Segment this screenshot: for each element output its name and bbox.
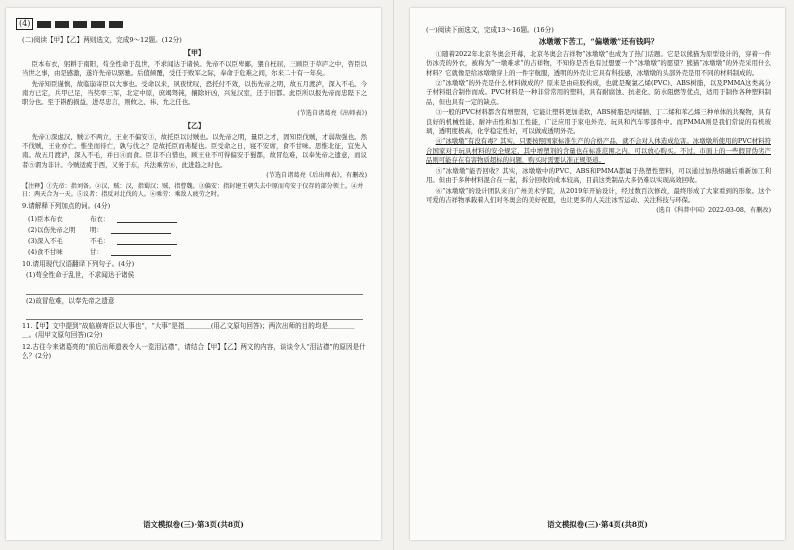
page-tag: (4) bbox=[16, 18, 33, 30]
left-page bbox=[6, 8, 381, 540]
page-footer: 语文模拟卷(三)·第4页(共8页) bbox=[547, 520, 648, 529]
header-block bbox=[109, 21, 123, 28]
question-11: 11.【甲】文中提到“故临崩寄臣以大事也”，“大事”是指＿＿＿＿(用乙文原句回答)；两次出师的目的均是＿＿＿＿＿。(用甲文原句回答)(2分) bbox=[22, 321, 355, 340]
page-fold bbox=[393, 0, 394, 550]
article-paragraph: ②“冰墩墩”的外壳是什么材料做成的？原来是由硅胶构成，也就是聚氯乙烯(PVC)、ABS树脂，以及PMMA这类高分子材料组合制作而成。PVC材料是一种非常常用的塑料，具有耐腐蚀、抗老化、防水阻燃等优点，适用于制作各种塑料制品，但也具有一定的缺点。 bbox=[426, 79, 771, 106]
header-block bbox=[37, 21, 51, 28]
q9-item: (1)臣本布衣 布衣： bbox=[22, 214, 367, 225]
q9-item: (4)食不甘味 甘： bbox=[22, 247, 367, 258]
article-paragraph: ①随着2022年北京冬奥会开幕，北京冬奥会吉祥物“冰墩墩”也成为了热门话题。它是以熊猫为原型设计的，穿着一件仿冰壳的外衣，被称为“一墩难求”的吉祥物，不知你是否也有过想要一个“冰墩墩”的愿望？熊猫“冰墩墩”的外壳采用什么材料？它就像是给冰墩墩穿上的一件宇航服，透明的外壳让它具有科技感，冰墩墩的头部外壳是用不同的材料制成的。 bbox=[426, 49, 771, 77]
right-page bbox=[410, 8, 785, 540]
article-source: (选自《科普中国》2022-03-08，有删改) bbox=[656, 207, 771, 215]
q9-item: (2)以伤先帝之明 明： bbox=[22, 225, 367, 236]
article-title: 冰墩墩下苦工，“偏墩墩”还有钱吗？ bbox=[538, 37, 659, 47]
passage-jia-paragraph: 臣本布衣，躬耕于南阳，苟全性命于乱世，不求闻达于诸侯。先帝不以臣卑鄙，猥自枉屈，三顾臣于草庐之中，咨臣以当世之事，由是感激，遂许先帝以驱驰。后值倾覆，受任于败军之际，奉命于危难之间，尔来二十有一年矣。 bbox=[22, 59, 367, 78]
answer-blank[interactable] bbox=[117, 236, 177, 245]
question-9: 9.请解释下列加点的词。(4分) bbox=[22, 202, 111, 211]
passage-jia-label: 【甲】 bbox=[184, 48, 205, 58]
passage-jia-source: (节选自诸葛亮《出师表》) bbox=[297, 109, 367, 117]
answer-blank[interactable] bbox=[117, 214, 177, 223]
passage-yi-label: 【乙】 bbox=[184, 121, 205, 131]
passage-yi-paragraph: 先帝①深虑汉、贼②不两立，王业不偏安③，故托臣以讨贼也。以先帝之明，量臣之才，固知臣伐贼，才弱敌强也。然不伐贼，王业亦亡。惟坐而待亡，孰与伐之？是故托臣而弗疑也。臣受命之日，寝不安席，食不甘味。思惟北征，宜先入南。故五月渡泸，深入不毛，并日④而食。臣非不自惜也，顾王业不可得偏安于蜀都，故冒危难，以奉先帝之遗意，而议者⑤谓为非计。今贼适疲于西，又务于东，兵法乘劳⑥，此进趋之时也。 bbox=[22, 132, 367, 169]
header-block bbox=[91, 21, 105, 28]
article-paragraph: ④“冰墩墩”有没有毒？其实，只要按照国家标准生产的合格产品，就不会对人体造成危害。冰墩墩所使用的PVC材料符合国家对于玩具材料的安全规定，其中增塑剂的含量也在标准范围之内，可以放心购买。不过，市面上的一些假冒伪劣产品则可能存在有害物质超标的问题，购买时需要认准正规渠道。 bbox=[426, 137, 771, 165]
question-10: 10.请用现代汉语翻译下列句子。(4分) bbox=[22, 259, 135, 268]
header-block bbox=[55, 21, 69, 28]
question-12: 12.古往今来诸葛亮的“前后出师遗表令人一览泪沾襟”，请结合【甲】【乙】两文的内容，谈谈令人“泪沾襟”的原因是什么？(2分) bbox=[22, 342, 366, 361]
article-paragraph: ⑥“冰墩墩”的设计团队来自广州美术学院，从2019年开始设计，经过数百次修改，最终形成了大家看到的形象。这个可爱的吉祥物承载着人们对冬奥会的美好祝愿，也让更多的人关注冰雪运动、关注科技与环保。 bbox=[426, 186, 771, 204]
left-content bbox=[22, 34, 367, 364]
answer-line[interactable] bbox=[26, 283, 363, 295]
q9-item: (3)深入不毛 不毛： bbox=[22, 236, 367, 247]
page-footer: 语文模拟卷(三)·第3页(共8页) bbox=[143, 520, 244, 529]
article-paragraph: ⑤“冰墩墩”能否回收？其实，冰墩墩中的PVC、ABS和PMMA都属于热塑性塑料，可以通过加热熔融后重新加工利用。但由于多种材料混合在一起，拆分回收的成本较高，目前这类制品大多仍难以实现高效回收。 bbox=[426, 166, 771, 185]
passage-jia-paragraph: 先帝知臣谨慎，故临崩寄臣以大事也。受命以来，夙夜忧叹，恐托付不效，以伤先帝之明，故五月渡泸，深入不毛。今南方已定，兵甲已足，当奖率三军，北定中原，庶竭驽钝，攘除奸凶，兴复汉室，还于旧都。此臣所以报先帝而忠陛下之职分也。至于斟酌损益，进尽忠言，则攸之、祎、允之任也。 bbox=[22, 79, 367, 107]
passage-yi-source: (节选自诸葛亮《后出师表》，有删改) bbox=[266, 172, 367, 180]
header-block bbox=[73, 21, 87, 28]
article-paragraph: ③一般的PVC材料都含有增塑剂，它能让塑料更加柔软，ABS树脂是丙烯腈、丁二烯和苯乙烯三种单体的共聚物，具有良好的机械性能、耐冲击性和加工性能，广泛应用于家电外壳、玩具和汽车零部件中。而PMMA则是我们常说的有机玻璃，透明度极高，化学稳定性好，可以做成透明外壳。 bbox=[426, 108, 771, 136]
answer-blank[interactable] bbox=[111, 225, 171, 234]
page-header bbox=[16, 18, 123, 30]
section-title: (二)阅读【甲】【乙】两则选文，完成9～12题。(12分) bbox=[22, 36, 182, 44]
answer-blank[interactable] bbox=[111, 247, 171, 256]
section-title: (一)阅读下面选文，完成13～16题。(16分) bbox=[426, 26, 554, 34]
q10-sentence-2: (2)故冒危难，以奉先帝之遗意 bbox=[26, 296, 115, 305]
q10-sentence-1: (1)苟全性命于乱世，不求闻达于诸侯 bbox=[26, 271, 135, 280]
right-content bbox=[426, 24, 771, 218]
annotation-note: 【注释】①先帝：指刘备。②汉、贼：汉，指蜀汉；贼，指曹魏。③偏安：指封建王朝失去中原而苟安于仅存的部分领土。④并日：两天合为一天。⑤议者：指反对北伐的人。⑥乘劳：乘敌人疲劳之时。 bbox=[22, 182, 364, 199]
answer-line[interactable] bbox=[26, 308, 363, 320]
